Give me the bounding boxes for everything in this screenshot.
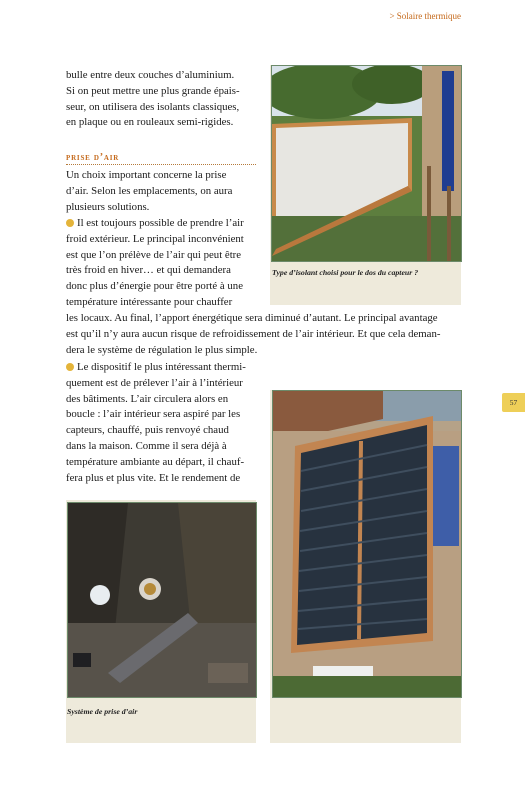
- text-line: très froid en hiver… et qui demandera: [66, 264, 231, 277]
- text-line: est qu’il n’y aura aucun risque de refroidissement de l’air intérieur. Et que cela deman-: [66, 327, 441, 340]
- paragraph-insulation: [66, 68, 256, 131]
- page-number: 57: [502, 393, 525, 412]
- text-line-content: Il est toujours possible de prendre l’air: [77, 217, 244, 229]
- text-line: d’air. Selon les emplacements, on aura: [66, 184, 233, 197]
- photo-wall-collector: [272, 390, 462, 698]
- bullet-inside-air: [66, 360, 256, 486]
- photo-insulation-image: [272, 66, 461, 261]
- bullet-outside-air-continued: [66, 311, 460, 358]
- text-line: froid extérieur. Le principal inconvénient: [66, 232, 244, 245]
- text-line: dera le système de régulation le plus simple.: [66, 343, 258, 356]
- text-line: des bâtiments. L’air circulera alors en: [66, 392, 229, 405]
- text-line: [66, 360, 256, 376]
- photo-insulation-panel: [271, 65, 462, 262]
- bullet-outside-air: [66, 216, 256, 311]
- section-heading: prise d’air: [66, 152, 256, 165]
- bullet-icon: [66, 219, 74, 227]
- text-line: Si on peut mettre une plus grande épais-: [66, 84, 240, 97]
- text-line: en plaque ou en rouleaux semi-rigides.: [66, 116, 234, 129]
- paragraph-choice: [66, 168, 256, 215]
- running-head: > Solaire thermique: [389, 11, 461, 21]
- text-line: est que l’on prélève de l’air qui peut être: [66, 248, 242, 261]
- text-line: fera plus et plus vite. Et le rendement de: [66, 471, 241, 484]
- text-line: quement est de prélever l’air à l’intérieur: [66, 376, 243, 389]
- photo-wall-collector-image: [273, 391, 461, 697]
- text-line: Un choix important concerne la prise: [66, 169, 227, 181]
- photo-air-intake: [67, 502, 257, 698]
- text-line: boucle : l’air intérieur sera aspiré par les: [66, 408, 241, 421]
- text-line: seur, on utilisera des isolants classiques,: [66, 100, 240, 113]
- text-line: donc plus d’énergie pour être porté à une: [66, 280, 243, 293]
- text-line: bulle entre deux couches d’aluminium.: [66, 69, 235, 81]
- text-line: les locaux. Au final, l’apport énergétique sera diminué d’autant. Le principal avantage: [66, 312, 438, 324]
- text-line: capteurs, chauffé, puis renvoyé chaud: [66, 424, 229, 437]
- bullet-icon: [66, 363, 74, 371]
- text-line-content: Le dispositif le plus intéressant thermi-: [77, 361, 246, 373]
- text-line: température ambiante au départ, il chauf-: [66, 455, 245, 468]
- text-line: [66, 216, 256, 232]
- text-line: plusieurs solutions.: [66, 200, 150, 213]
- photo-air-intake-image: [68, 503, 256, 697]
- caption-insulation: Type d’isolant choisi pour le dos du capteur ?: [272, 268, 419, 277]
- caption-air-intake: Système de prise d’air: [67, 707, 138, 716]
- text-line: température intéressante pour chauffer: [66, 295, 233, 308]
- text-line: dans la maison. Comme il sera déjà à: [66, 439, 227, 452]
